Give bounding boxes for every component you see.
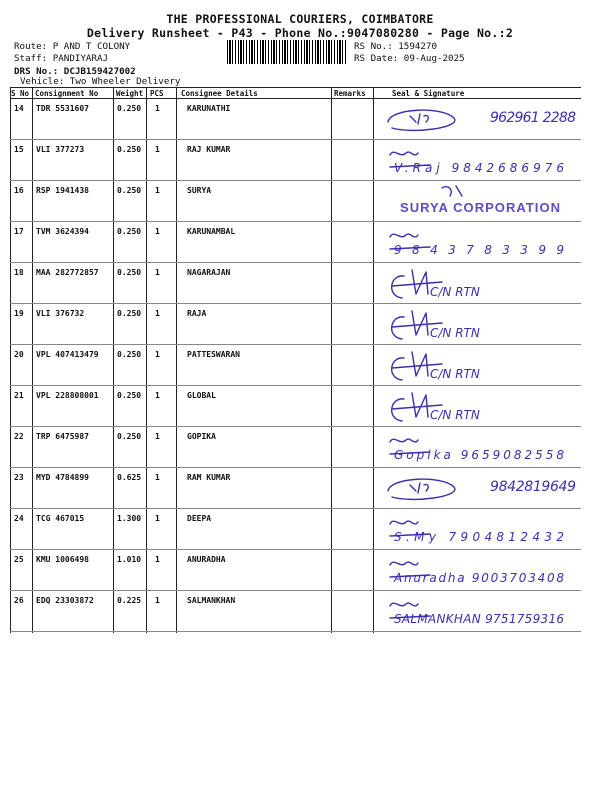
vehicle-label: Vehicle: Two Wheeler Delivery [20,76,181,87]
row-divider [10,303,581,304]
svg-text:9843783399: 9843783399 [394,243,564,257]
row-divider [10,180,581,181]
cell-weight: 1.010 [117,555,142,564]
row-divider [10,549,581,550]
row-divider [10,221,581,222]
cell-consignment: TVM 3624394 [36,227,89,236]
signature-mark [382,551,580,589]
svg-text:C/N RTN: C/N RTN [430,326,480,340]
cell-consignment: TRP 6475987 [36,432,89,441]
svg-text:Anuradha 9003703408: Anuradha 9003703408 [394,571,564,585]
cell-weight: 0.250 [117,145,142,154]
cell-pcs: 1 [155,309,160,318]
header-pcs: PCS [150,89,164,98]
svg-text:SURYA CORPORATION: SURYA CORPORATION [400,200,560,215]
signature-mark [382,100,580,138]
cell-consignment: EDQ 23303872 [36,596,94,605]
cell-pcs: 1 [155,391,160,400]
svg-text:S.My 7904812432: S.My 7904812432 [394,530,564,544]
barcode-image [227,40,347,64]
row-divider [10,139,581,140]
cell-sno: 18 [14,268,24,277]
table-top-rule [10,87,581,88]
cell-consignment: VLI 377273 [36,145,85,154]
column-divider [176,87,177,633]
staff-label: Staff: PANDIYARAJ [14,53,109,64]
svg-text:SALMANKHAN 9751759316: SALMANKHAN 9751759316 [394,612,564,626]
cell-sno: 24 [14,514,24,523]
cell-weight: 0.250 [117,350,142,359]
company-title: THE PROFESSIONAL COURIERS, COIMBATORE [166,12,434,26]
rs-date: RS Date: 09-Aug-2025 [354,53,465,64]
cell-weight: 0.250 [117,268,142,277]
header-seal-signature: Seal & Signature [392,89,465,98]
header-consignment: Consignment No [35,89,99,98]
row-divider [10,590,581,591]
signature-mark [382,264,580,302]
signature-mark [382,387,580,425]
cell-consignee: KARUNATHI [187,104,231,113]
cell-sno: 23 [14,473,24,482]
svg-text:Gopika 9659082558: Gopika 9659082558 [394,448,564,462]
cell-consignment: MAA 282772857 [36,268,99,277]
cell-sno: 19 [14,309,24,318]
cell-sno: 22 [14,432,24,441]
header-consignee: Consignee Details [181,89,258,98]
svg-text:V.Raj 9842686976: V.Raj 9842686976 [394,161,564,175]
row-divider [10,631,581,632]
cell-sno: 26 [14,596,24,605]
cell-pcs: 1 [155,145,160,154]
cell-sno: 14 [14,104,24,113]
cell-pcs: 1 [155,555,160,564]
header-weight: Weight [116,89,144,98]
cell-consignment: VPL 407413479 [36,350,99,359]
cell-sno: 15 [14,145,24,154]
row-divider [10,467,581,468]
cell-consignee: PATTESWARAN [187,350,240,359]
cell-pcs: 1 [155,350,160,359]
svg-text:9842819649: 9842819649 [490,479,576,495]
cell-weight: 1.300 [117,514,142,523]
cell-pcs: 1 [155,227,160,236]
cell-sno: 21 [14,391,24,400]
cell-consignee: RAJA [187,309,207,318]
cell-weight: 0.625 [117,473,142,482]
cell-consignment: MYD 4784899 [36,473,89,482]
column-divider [32,87,33,633]
header-sno: S No [11,89,30,98]
signature-mark [382,141,580,179]
drs-number: DRS No.: DCJB159427002 [14,66,136,77]
cell-consignment: VLI 376732 [36,309,85,318]
cell-consignment: RSP 1941438 [36,186,89,195]
signature-mark [382,592,580,630]
cell-consignee: GOPIKA [187,432,216,441]
rs-number: RS No.: 1594270 [354,41,437,52]
signature-mark [382,469,580,507]
cell-pcs: 1 [155,473,160,482]
cell-consignee: ANURADHA [187,555,226,564]
cell-consignment: TDR 5531607 [36,104,89,113]
column-divider [146,87,147,633]
route-label: Route: P AND T COLONY [14,41,131,52]
column-divider [331,87,332,633]
signature-mark [382,346,580,384]
cell-weight: 0.250 [117,227,142,236]
cell-weight: 0.250 [117,104,142,113]
row-divider [10,426,581,427]
column-divider [373,87,374,633]
cell-pcs: 1 [155,514,160,523]
cell-weight: 0.250 [117,391,142,400]
cell-consignment: VPL 228808001 [36,391,99,400]
signature-mark [382,510,580,548]
signature-mark [382,428,580,466]
cell-consignment: TCG 467015 [36,514,85,523]
cell-consignment: KMU 1006498 [36,555,89,564]
svg-text:C/N RTN: C/N RTN [430,285,480,299]
runsheet-title: Delivery Runsheet - P43 - Phone No.:9047080280 - Page No.:2 [86,26,514,40]
cell-consignee: DEEPA [187,514,212,523]
cell-pcs: 1 [155,596,160,605]
svg-text:C/N RTN: C/N RTN [430,367,480,381]
cell-consignee: NAGARAJAN [187,268,231,277]
cell-weight: 0.250 [117,432,142,441]
row-divider [10,508,581,509]
cell-sno: 25 [14,555,24,564]
cell-weight: 0.225 [117,596,142,605]
cell-sno: 17 [14,227,24,236]
cell-consignee: SURYA [187,186,212,195]
signature-mark [382,305,580,343]
cell-sno: 20 [14,350,24,359]
cell-consignee: RAM KUMAR [187,473,231,482]
column-divider [10,87,11,633]
svg-text:962961 2288: 962961 2288 [490,110,576,126]
cell-pcs: 1 [155,268,160,277]
cell-consignee: SALMANKHAN [187,596,236,605]
cell-pcs: 1 [155,104,160,113]
signature-mark [382,182,580,220]
table-header-rule [10,98,581,99]
cell-pcs: 1 [155,432,160,441]
row-divider [10,344,581,345]
svg-text:C/N RTN: C/N RTN [430,408,480,422]
row-divider [10,385,581,386]
header-remarks: Remarks [334,89,366,98]
cell-consignee: GLOBAL [187,391,216,400]
row-divider [10,262,581,263]
cell-pcs: 1 [155,186,160,195]
column-divider [113,87,114,633]
cell-sno: 16 [14,186,24,195]
cell-consignee: RAJ KUMAR [187,145,231,154]
cell-weight: 0.250 [117,186,142,195]
signature-mark [382,223,580,261]
cell-weight: 0.250 [117,309,142,318]
cell-consignee: KARUNAMBAL [187,227,236,236]
